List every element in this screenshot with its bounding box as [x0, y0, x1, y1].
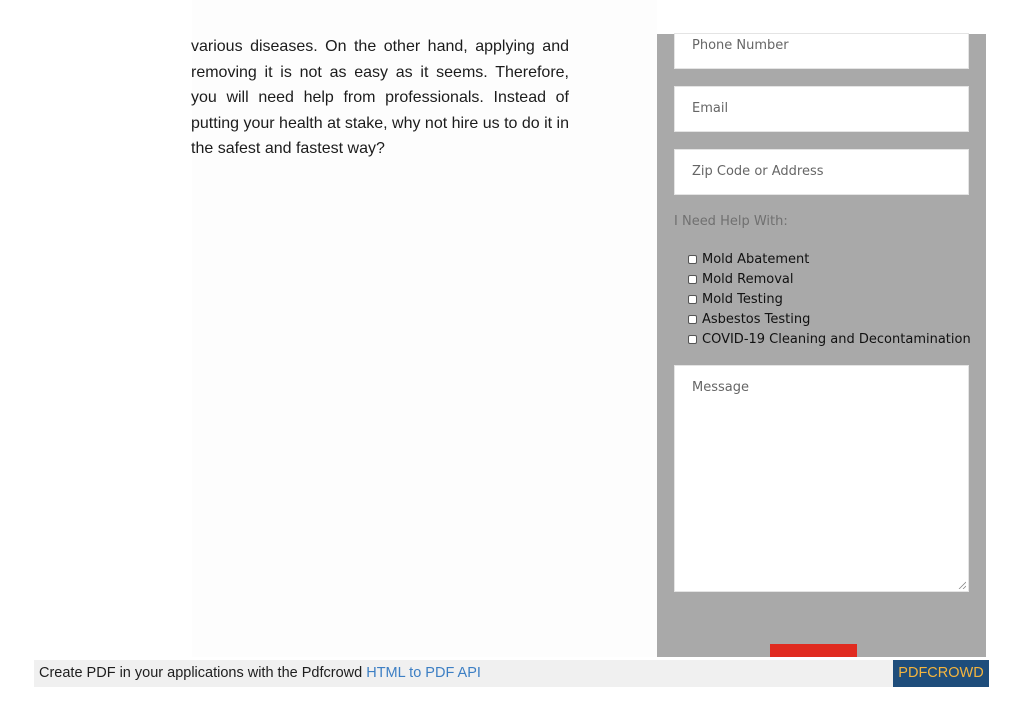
option-label: Mold Abatement — [702, 251, 810, 267]
resize-grip-icon[interactable] — [958, 581, 966, 589]
option-mold-abatement[interactable] — [688, 249, 971, 269]
email-field[interactable]: Email — [674, 86, 969, 132]
option-label: Mold Removal — [702, 271, 794, 287]
option-mold-testing[interactable] — [688, 289, 971, 309]
help-with-label: I Need Help With: — [674, 214, 788, 229]
footer-text — [39, 665, 481, 681]
option-label: Mold Testing — [702, 291, 783, 307]
checkbox[interactable] — [688, 275, 697, 284]
checkbox[interactable] — [688, 335, 697, 344]
zip-code-field[interactable]: Zip Code or Address — [674, 149, 969, 195]
pdfcrowd-badge[interactable]: PDFCROWD — [893, 660, 989, 687]
pdfcrowd-footer — [34, 660, 989, 687]
checkbox[interactable] — [688, 255, 697, 264]
message-textarea[interactable] — [674, 365, 969, 592]
service-checkbox-list — [688, 249, 971, 349]
option-label: COVID-19 Cleaning and Decontamination — [702, 331, 971, 347]
option-mold-removal[interactable] — [688, 269, 971, 289]
checkbox[interactable] — [688, 295, 697, 304]
article-paragraph: various diseases. On the other hand, applying and removing it is not as easy as it seems. Therefore, you will need help from professionals. Instead of putting your health at stake, why not hire us to do it in the safest and fastest way? — [191, 38, 569, 158]
option-covid-cleaning[interactable] — [688, 329, 971, 349]
message-placeholder: Message — [692, 380, 749, 395]
option-asbestos-testing[interactable] — [688, 309, 971, 329]
checkbox[interactable] — [688, 315, 697, 324]
contact-form — [657, 34, 986, 657]
option-label: Asbestos Testing — [702, 311, 811, 327]
submit-button[interactable] — [770, 644, 857, 657]
html-to-pdf-link[interactable]: HTML to PDF API — [366, 665, 481, 681]
phone-number-field[interactable]: Phone Number — [674, 33, 969, 69]
footer-prefix: Create PDF in your applications with the Pdfcrowd — [39, 665, 367, 681]
